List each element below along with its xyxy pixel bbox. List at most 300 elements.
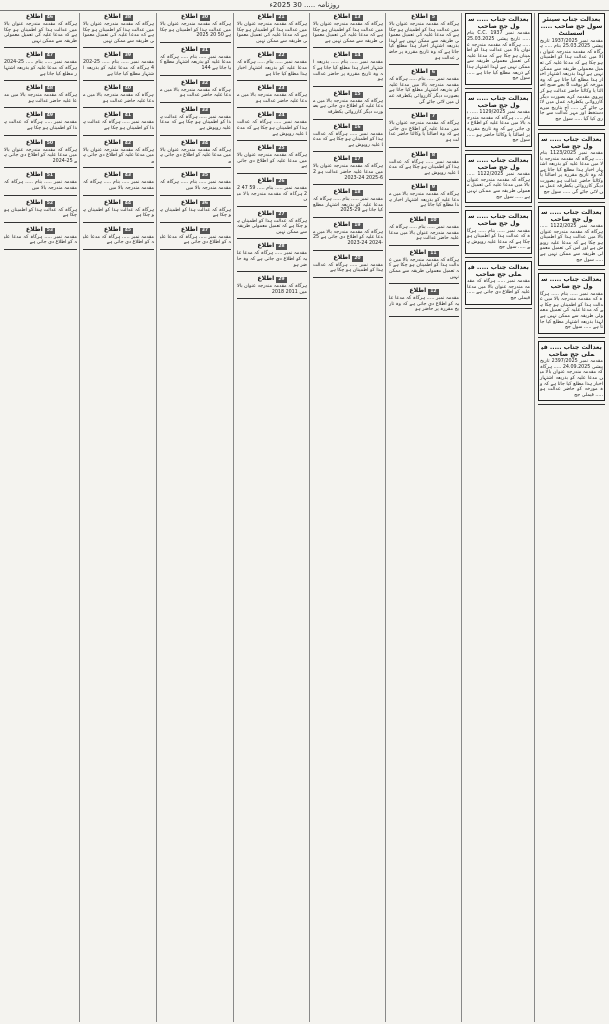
notice-body: ہرگاہ کہ مقدمہ مندرجہ بالا میں عدالت ہذا کو اطمینان ہو چکا ہے کہ تعمیل معمولی طریقہ سے ممکن نہیں [389, 257, 459, 280]
notice-number-badge: 32 [201, 80, 209, 86]
legal-notice [160, 171, 231, 191]
notice-divider [83, 107, 154, 108]
notice-number-badge: 28 [278, 244, 285, 250]
notice-heading [237, 275, 307, 283]
notice-number-badge: 19 [354, 222, 361, 228]
notice-heading [389, 151, 459, 159]
notice-body: ہرگاہ کہ مقدمہ مندرجہ بالا میں مدعا علیہ کو اطلاع دی جاتی ہے بصورت دیگر کارروائی یکطرفہ [313, 98, 383, 115]
notice-divider [237, 271, 307, 272]
legal-notice [389, 183, 459, 209]
notice-heading-text: اطلاع [410, 13, 428, 20]
notice-heading [4, 111, 77, 119]
notice-body: مقدمہ نمبر ..... بنام ..... ہرگاہ کہ مقدمہ مندرجہ بالا میں مدعا علیہ کو بذریعہ اشتہار مطلع کیا جاتا ہے بصورت دیگر کارروائی یکطرفہ عمل میں لائی جائے گی [389, 77, 459, 105]
notice-number-badge: 29 [278, 277, 285, 283]
legal-notice [160, 79, 231, 99]
notice-heading-text: اطلاع [103, 171, 121, 179]
notice-divider [538, 404, 605, 405]
legal-notice [465, 13, 532, 85]
legal-notice [237, 177, 307, 203]
legal-notice [389, 68, 459, 105]
legal-notice [538, 206, 605, 267]
notice-body: ہرگاہ کہ مقدمہ مندرجہ بالا میں مدعا علیہ کو اطلاع دی جاتی ہے 25-2024 24-2023 [313, 229, 383, 247]
notice-body: مقدمہ نمبر ..... ہرگاہ کہ مدعا علیہ کو اطلاع دی جاتی ہے کہ وہ حاضر ہو [237, 251, 307, 268]
notice-body: مقدمہ نمبر ..... ہرگاہ کہ مدعا علیہ کو اطلاع دی جاتی ہے [83, 234, 154, 246]
notice-heading [83, 51, 154, 59]
notice-body: مقدمہ نمبر ..... بنام ..... 59 47 22 ہرگاہ کہ مقدمہ مندرجہ بالا میں [237, 185, 307, 203]
notice-divider [83, 222, 154, 223]
column-8 [2, 13, 80, 1022]
notice-number-badge: 18 [354, 190, 361, 196]
notice-heading-text: بعدالت جناب ..... سول جج صاحب [541, 276, 602, 291]
notice-heading [160, 79, 231, 87]
legal-notice [237, 84, 307, 104]
notice-number-badge: 36 [201, 200, 209, 206]
notice-divider [83, 249, 154, 250]
legal-notice [237, 210, 307, 236]
notice-body: مقدمہ نمبر ..... بنام ..... ہرگاہ کہ مدعا علیہ کو بذریعہ اشتہار مطلع کیا جاتا ہے 144 [160, 54, 231, 71]
legal-notice [465, 210, 532, 254]
notice-body: ہرگاہ کہ مقدمہ مندرجہ بالا میں مدعا علیہ کو بذریعہ اشتہار اخبار ہذا مطلع کیا جاتا ہے [389, 192, 459, 209]
column-3 [387, 13, 462, 1022]
notice-body: مقدمہ نمبر ..... ہرگاہ کہ مدعا علیہ کو اطلاع دی جاتی ہے [160, 234, 231, 246]
notice-divider [465, 257, 532, 258]
legal-notice [465, 154, 532, 203]
notice-body: ہرگاہ کہ عدالت ہذا کو اطمینان ہو چکا ہے [83, 207, 154, 219]
notice-heading [389, 287, 459, 295]
notice-divider [83, 195, 154, 196]
notice-divider [389, 245, 459, 246]
notice-body: مقدمہ نمبر ..... بنام ..... ہرگاہ کہ مقدمہ مندرجہ بالا میں [83, 180, 154, 191]
notice-heading [4, 84, 77, 92]
notice-divider [237, 47, 307, 48]
notice-heading [160, 139, 231, 147]
notice-heading-text: اطلاع [25, 111, 43, 119]
notice-heading-text: اطلاع [25, 198, 43, 206]
notice-heading [160, 46, 231, 54]
legal-notice [160, 139, 231, 165]
legal-notice [160, 106, 231, 132]
notice-heading [313, 221, 383, 229]
notice-divider [237, 80, 307, 81]
legal-notice [389, 249, 459, 280]
notice-divider [237, 140, 307, 141]
notice-body: مقدمہ نمبر 1122/2025 ..... ہرگاہ کہ مقدمہ مندرجہ عنوان بالا میں عدالت ہذا کو اطمینان ہو چکا ہے کہ مدعا علیہ روپوش ہے اور اس کی تعمیل معمولی طریقہ سے ممکن نہیں ہے ..... سول جج [540, 224, 603, 263]
legal-notice [465, 261, 532, 305]
notice-heading-text: اطلاع [333, 253, 351, 261]
notice-heading [4, 13, 77, 21]
notice-heading [83, 199, 154, 207]
legal-notice [313, 254, 383, 274]
notice-body: ہرگاہ کہ مقدمہ مندرجہ عنوان بالا میں عدالت ہذا کو اطمینان ہو چکا ہے کہ مدعا علیہ کی تعمیل معمولی طریقہ سے ممکن نہیں ہے لہذا بذریعہ اشتہار اخبار ہذا مطلع کیا جاتا ہے کہ وہ تاریخ مقررہ پر حاضر عدالت ہو [389, 22, 459, 61]
notice-divider [237, 298, 307, 299]
notice-heading [467, 95, 530, 109]
notice-divider [83, 167, 154, 168]
notice-divider [389, 64, 459, 65]
notice-divider [389, 147, 459, 148]
notice-body: ہرگاہ کہ مقدمہ مندرجہ بالا میں مدعا علیہ حاضر عدالت ہو [160, 87, 231, 99]
notice-body: مقدمہ نمبر C.C. 1937 بنام ..... تاریخ پیشی 25.03.2025 ..... ہرگاہ کہ مقدمہ مندرجہ عنوان بالا میں عدالت ہذا کو اطمینان ہو چکا ہے کہ مدعا علیہ کی تعمیل معمولی طریقہ سے ممکن نہیں ہے لہذا اشتہار ہذا کے ذریعہ مطلع کیا جاتا ہے ..... سول جج [467, 31, 530, 82]
notice-body: مقدمہ نمبر ..... ہرگاہ کہ مقدمہ مندرجہ عنوان بالا میں مدعا علیہ کو اطلاع دی جاتی ہے ..... فیملی جج [467, 279, 530, 302]
notice-heading-text: بعدالت جناب ..... سول جج صاحب [468, 156, 529, 171]
notice-divider [538, 202, 605, 203]
legal-notice [4, 13, 77, 44]
notice-heading [237, 144, 307, 152]
notice-number-badge: 43 [124, 173, 132, 179]
notice-divider [4, 167, 77, 168]
notice-number-badge: 14 [354, 53, 361, 59]
notice-heading [467, 213, 530, 227]
notice-heading-text: اطلاع [180, 105, 198, 113]
legal-notice [389, 112, 459, 143]
notice-number-badge: 22 [278, 53, 285, 59]
legal-notice [83, 199, 154, 219]
notice-heading [237, 13, 307, 21]
notice-body: ہرگاہ کہ مقدمہ مندرجہ بالا میں مدعا علیہ حاضر عدالت ہو [237, 93, 307, 104]
notice-heading-text: اطلاع [409, 216, 427, 224]
notice-heading-text: اطلاع [25, 171, 43, 179]
notice-body: ہرگاہ کہ مقدمہ مندرجہ عنوان بالا میں مدعا علیہ کو اطلاع دی جاتی ہے [237, 153, 307, 170]
notice-divider [160, 75, 231, 76]
legal-notice [83, 51, 154, 77]
notice-heading [160, 13, 231, 21]
notice-heading-text: اطلاع [410, 68, 428, 76]
notice-heading [160, 226, 231, 234]
notice-heading-text: اطلاع [103, 225, 121, 233]
notice-heading [467, 16, 530, 30]
notice-number-badge: 24 [278, 113, 285, 119]
notice-body: ہرگاہ کہ عدالت ہذا کو اطمینان ہو چکا ہے [160, 207, 231, 219]
notice-heading-text: اطلاع [103, 51, 121, 59]
notice-body: ہرگاہ کہ عدالت ہذا کو اطمینان ہو چکا ہے کہ تعمیل معمولی طریقہ سے ممکن نہیں [237, 218, 307, 235]
notice-number-badge: 21 [278, 15, 285, 20]
notice-heading-text: اطلاع [257, 242, 275, 250]
notice-body: ہرگاہ کہ عدالت ہذا کو اطمینان ہو چکا ہے [4, 207, 77, 219]
notice-heading-text: اطلاع [410, 183, 428, 191]
notice-number-badge: 11 [430, 250, 437, 256]
notice-heading [389, 13, 459, 21]
notice-number-badge: 27 [278, 211, 285, 217]
notice-divider [237, 238, 307, 239]
notice-body: مقدمہ نمبر 1123/2025 بنام ..... ہرگاہ کہ مقدمہ مندرجہ بالا میں مدعا علیہ کو بذریعہ اشتہار اخبار ہذا مطلع کیا جاتا ہے کہ وہ تاریخ مقررہ پر اصالتاً یا وکالتاً حاضر عدالت ہو بصورت دیگر کارروائی یکطرفہ عمل میں لائی جائے گی ..... سول جج [540, 150, 603, 196]
notice-divider [465, 308, 532, 309]
legal-notice [313, 51, 383, 82]
notice-body: ہرگاہ کہ مقدمہ مندرجہ عنوان بالا میں عدالت ہذا کو اطمینان ہو چکا ہے کہ مدعا علیہ کی تعمیل معمولی طریقہ سے ممکن نہیں [4, 22, 77, 44]
notice-heading-text: اطلاع [410, 112, 428, 120]
notice-divider [237, 206, 307, 207]
legal-notice [4, 199, 77, 219]
notice-number-badge: 26 [278, 178, 285, 184]
notice-number-badge: 9 [431, 185, 436, 191]
notice-heading [160, 106, 231, 114]
legal-notice [237, 51, 307, 77]
legal-notice [313, 90, 383, 116]
notice-number-badge: 17 [354, 157, 361, 163]
notice-divider [83, 80, 154, 81]
notice-divider [313, 151, 383, 152]
notice-body: مقدمہ نمبر 1937/2025 تاریخ پیشی 25.03.2025 بنام ..... ہرگاہ کہ مقدمہ مندرجہ عنوان بالا میں عدالت ہذا کو اطمینان ہو چکا ہے کہ مدعا علیہ کی تعمیل معمولی طریقہ سے ممکن نہیں ہے لہذا بذریعہ اشتہار اخبار ہذا مطلع کیا جاتا ہے کہ وہ مورخہ کو بوقت 8 بجے صبح اصالتاً یا وکالتاً حاضر عدالت ہو کر پیروی مقدمہ کرے بصورت دیگر کارروائی یکطرفہ عمل میں لائی جائے گی ..... آج بتاریخ میرے دستخط اور مہر عدالت سے جاری کیا گیا ..... سول جج [540, 38, 604, 122]
notice-heading-text: اطلاع [333, 13, 351, 20]
legal-notice [538, 273, 605, 334]
notice-body: مقدمہ نمبر ..... بنام ..... 25-2024 ہرگاہ کہ مدعا علیہ کو بذریعہ اشتہار مطلع کیا جاتا ہے [83, 60, 154, 77]
notice-body: ہرگاہ کہ مقدمہ مندرجہ عنوان بالا میں مدعا علیہ کو اطلاع دی جاتی ہے [83, 147, 154, 164]
notice-body: مقدمہ نمبر 1129/2025 ..... بنام ..... ہرگاہ کہ مقدمہ مندرجہ بالا میں مدعا علیہ کو اطلاع دی جاتی ہے کہ وہ تاریخ مقررہ پر اصالتاً یا وکالتاً حاضر ہو ..... سول جج [467, 110, 530, 144]
legal-notice [313, 221, 383, 247]
notice-heading-text: بعدالت جناب ..... سول جج صاحب [468, 213, 529, 228]
legal-notice [313, 123, 383, 149]
notice-number-badge: 46 [46, 15, 54, 20]
notice-body: ہرگاہ کہ مقدمہ مندرجہ عنوان بالا میں مدعا علیہ حاضر عدالت ہو 26-2025 24-2023 [313, 164, 383, 181]
notice-number-badge: 48 [46, 86, 54, 92]
notice-heading-text: اطلاع [333, 51, 351, 59]
notice-heading [4, 226, 77, 234]
notice-divider [160, 135, 231, 136]
notice-heading-text: اطلاع [180, 13, 198, 20]
notice-heading-text: اطلاع [180, 225, 198, 233]
notice-body: ہرگاہ کہ مقدمہ مندرجہ عنوان بالا میں 2011 2018 [237, 284, 307, 295]
notice-number-badge: 20 [354, 255, 361, 261]
notice-heading-text: اطلاع [257, 13, 275, 20]
legal-notice [4, 226, 77, 246]
column-1 [536, 13, 607, 1022]
notice-heading [83, 139, 154, 147]
notice-heading [540, 16, 603, 38]
notice-divider [4, 107, 77, 108]
notice-divider [389, 316, 459, 317]
notice-body: مقدمہ نمبر ..... بنام ..... بذریعہ اشتہار اخبار ہذا مطلع کیا جاتا ہے کہ وہ تاریخ مقررہ پر حاضر عدالت ہو [313, 60, 383, 83]
column-7 [81, 13, 157, 1022]
notice-heading [4, 199, 77, 207]
notice-heading-text: بعدالت جناب سینئر سول جج صاحب ..... اسسٹنٹ [540, 16, 603, 38]
notice-divider [4, 135, 77, 136]
notice-heading [467, 157, 530, 171]
notice-divider [313, 250, 383, 251]
notice-heading-text: بعدالت جناب ..... سول جج صاحب [468, 16, 529, 31]
notice-body: مقدمہ نمبر ..... ہرگاہ کہ عدالت ہذا کو اطمینان ہو چکا ہے کہ مدعا علیہ روپوش ہے [389, 159, 459, 176]
notice-heading [313, 188, 383, 196]
notice-divider [160, 222, 231, 223]
notice-body: ہرگاہ کہ مقدمہ مندرجہ عنوان بالا میں عدالت ہذا کو اطمینان ہو چکا ہے 50 20 2025 [160, 22, 231, 39]
notice-divider [313, 86, 383, 87]
notice-number-badge: 15 [354, 91, 361, 97]
notice-heading [467, 264, 530, 278]
notice-divider [237, 173, 307, 174]
notice-divider [389, 108, 459, 109]
notice-number-badge: 10 [430, 218, 437, 224]
notice-heading [237, 177, 307, 185]
notice-divider [389, 283, 459, 284]
notice-body: مقدمہ نمبر ..... ہرگاہ کہ عدالت ہذا کو اطمینان ہو چکا ہے [313, 262, 383, 274]
legal-notice [4, 139, 77, 165]
notice-divider [4, 80, 77, 81]
notice-divider [83, 135, 154, 136]
notice-body: مقدمہ نمبر ..... ہرگاہ کہ عدالت ہذا کو اطمینان ہو چکا ہے کہ مدعا علیہ روپوش ہے [313, 131, 383, 148]
notice-heading [389, 183, 459, 191]
legal-notice [83, 226, 154, 246]
notice-heading-text: اطلاع [25, 138, 43, 146]
notice-heading [540, 344, 603, 358]
notice-heading-text: اطلاع [25, 13, 43, 20]
notice-heading [237, 51, 307, 59]
notice-body: ہرگاہ کہ مقدمہ مندرجہ عنوان بالا میں مدعا علیہ کو اطلاع دی جاتی ہے [160, 147, 231, 164]
notice-heading-text: اطلاع [257, 209, 275, 217]
notice-heading-text: اطلاع [103, 198, 121, 206]
notice-divider [4, 222, 77, 223]
notice-number-badge: 23 [278, 86, 285, 92]
notice-divider [465, 206, 532, 207]
notice-heading [4, 51, 77, 59]
notice-heading-text: بعدالت جناب ..... فیملی جج صاحب [541, 343, 602, 358]
notice-heading-text: اطلاع [257, 176, 275, 184]
notice-heading [4, 139, 77, 147]
notice-number-badge: 45 [124, 227, 132, 233]
notice-divider [4, 195, 77, 196]
legal-notice [237, 242, 307, 268]
legal-notice [465, 92, 532, 147]
notice-body: مقدمہ نمبر ..... ہرگاہ کہ عدالت ہذا کو اطمینان ہو چکا ہے [83, 120, 154, 131]
notice-body: ہرگاہ کہ مقدمہ مندرجہ عنوان بالا میں مدعا علیہ کو اطلاع دی جاتی ہے کہ وہ اصالتاً یا وکالتاً حاضر عدالت ہو [389, 121, 459, 143]
notice-divider [465, 88, 532, 89]
notice-heading [540, 276, 603, 290]
legal-notice [237, 144, 307, 170]
legal-notice [160, 13, 231, 39]
notice-number-badge: 40 [124, 86, 132, 92]
notice-heading [237, 210, 307, 218]
notice-body: ہرگاہ کہ مقدمہ مندرجہ بالا میں مدعا علیہ حاضر عدالت ہو [83, 93, 154, 104]
notice-body: مقدمہ نمبر ..... بنام ..... ہرگاہ کہ عدالت ہذا کو اطمینان ہو چکا ہے کہ مدعا علیہ روپوش ہے ..... سول جج [467, 228, 530, 251]
legal-notice [4, 111, 77, 131]
legal-notice [538, 13, 605, 126]
notice-number-badge: 5 [431, 15, 436, 20]
notice-heading-text: بعدالت جناب ..... سول جج صاحب [541, 208, 602, 223]
notice-heading [313, 123, 383, 131]
notice-heading-text: اطلاع [103, 138, 121, 146]
notice-heading [389, 68, 459, 76]
notice-heading-text: اطلاع [410, 150, 428, 158]
legal-notice [389, 151, 459, 177]
notice-body: ہرگاہ کہ مقدمہ مندرجہ عنوان بالا میں عدالت ہذا کو اطمینان ہو چکا ہے کہ مدعا علیہ کی تعمیل معمولی طریقہ سے ممکن نہیں [83, 22, 154, 44]
notice-divider [4, 47, 77, 48]
notice-heading-text: اطلاع [103, 84, 121, 92]
notice-heading-text: بعدالت جناب ..... فیملی جج صاحب [468, 263, 529, 279]
notice-number-badge: 51 [46, 173, 54, 179]
notice-divider [237, 107, 307, 108]
notice-body: مقدمہ نمبر ..... بنام ..... 25-2024 ہرگاہ کہ مدعا علیہ کو بذریعہ اشتہار مطلع کیا جاتا ہے [4, 60, 77, 77]
notice-heading-text: اطلاع [333, 89, 351, 97]
notice-heading-text: اطلاع [180, 138, 198, 146]
notice-number-badge: 6 [431, 70, 436, 76]
notice-divider [160, 195, 231, 196]
notice-heading-text: اطلاع [257, 84, 275, 92]
notice-number-badge: 47 [46, 53, 54, 59]
notice-divider [313, 184, 383, 185]
legal-notice [83, 171, 154, 191]
notice-number-badge: 33 [201, 107, 209, 113]
notice-body: مقدمہ نمبر 1122/2025 ..... ہرگاہ کہ مقدمہ مندرجہ عنوان بالا میں مدعا علیہ کی تعمیل معمولی طریقہ سے ممکن نہیں ہے ..... سول جج [467, 172, 530, 200]
notice-body: مقدمہ نمبر ..... بنام ..... ہرگاہ کہ مقدمہ مندرجہ بالا میں [4, 180, 77, 191]
notice-heading-text: اطلاع [333, 155, 351, 163]
notice-divider [160, 249, 231, 250]
notice-number-badge: 52 [46, 200, 54, 206]
notice-heading [237, 111, 307, 119]
legal-notice [313, 188, 383, 214]
notice-body: ہرگاہ کہ مقدمہ مندرجہ عنوان بالا میں عدالت ہذا کو اطمینان ہو چکا ہے کہ مدعا علیہ کی تعمیل معمولی طریقہ سے ممکن نہیں [237, 22, 307, 44]
notice-body: مقدمہ نمبر ..... ہرگاہ کہ عدالت ہذا کو اطمینان ہو چکا ہے کہ مدعا علیہ روپوش ہے [160, 114, 231, 131]
notice-divider [465, 150, 532, 151]
notice-number-badge: 8 [431, 152, 436, 158]
classified-notices-page [2, 13, 607, 1022]
notice-heading [83, 171, 154, 179]
legal-notice [160, 46, 231, 72]
notice-number-badge: 35 [201, 173, 209, 179]
notice-heading-text: بعدالت جناب ..... سول جج صاحب [468, 94, 529, 109]
column-6 [158, 13, 234, 1022]
notice-heading [4, 171, 77, 179]
notice-number-badge: 13 [354, 15, 361, 20]
notice-heading-text: اطلاع [103, 13, 121, 20]
notice-divider [83, 47, 154, 48]
legal-notice [538, 341, 605, 402]
notice-divider [160, 167, 231, 168]
notice-heading-text: اطلاع [25, 225, 43, 233]
notice-divider [4, 249, 77, 250]
notice-number-badge: 50 [46, 140, 54, 146]
notice-body: مقدمہ نمبر ..... ہرگاہ کہ عدالت ہذا کو اطمینان ہو چکا ہے [4, 120, 77, 131]
legal-notice [538, 133, 605, 199]
notice-number-badge: 12 [430, 289, 437, 295]
notice-heading-text: اطلاع [333, 220, 351, 228]
notice-heading-text: اطلاع [257, 51, 275, 59]
notice-divider [389, 179, 459, 180]
notice-heading-text: اطلاع [333, 188, 351, 196]
notice-heading-text: اطلاع [180, 78, 198, 86]
legal-notice [160, 199, 231, 219]
notice-heading-text: اطلاع [333, 122, 351, 130]
notice-number-badge: 42 [124, 140, 132, 146]
notice-body: ہرگاہ کہ مقدمہ مندرجہ عنوان بالا میں عدالت ہذا کو اطمینان ہو چکا ہے کہ مدعا علیہ کی تعمیل معمولی طریقہ سے ممکن نہیں ہے [313, 22, 383, 44]
notice-divider [313, 119, 383, 120]
legal-notice [389, 216, 459, 242]
notice-number-badge: 31 [201, 47, 209, 53]
column-4 [311, 13, 386, 1022]
notice-heading [83, 84, 154, 92]
legal-notice [237, 111, 307, 137]
notice-heading [540, 136, 603, 150]
notice-heading [160, 171, 231, 179]
notice-heading [83, 13, 154, 21]
notice-divider [313, 47, 383, 48]
legal-notice [4, 84, 77, 104]
column-5 [235, 13, 310, 1022]
notice-body: ہرگاہ کہ مقدمہ مندرجہ عنوان بالا میں مدعا علیہ کو اطلاع دی جاتی ہے 25-2024 [4, 147, 77, 164]
notice-heading [160, 199, 231, 207]
notice-body: مقدمہ نمبر ..... بنام ..... ہرگاہ کہ مدعا علیہ کو بذریعہ اشتہار اخبار ہذا مطلع کیا جاتا ہے [237, 60, 307, 77]
notice-heading [313, 90, 383, 98]
legal-notice [389, 13, 459, 61]
legal-notice [4, 51, 77, 77]
notice-heading-text: اطلاع [180, 171, 198, 179]
legal-notice [83, 13, 154, 44]
legal-notice [160, 226, 231, 246]
newspaper-date-header: روزنامہ ..... 30 2025ء [0, 0, 609, 11]
notice-heading [313, 155, 383, 163]
legal-notice [389, 287, 459, 313]
notice-body: مقدمہ نمبر ..... بنام ..... ہرگاہ کہ مقدمہ مندرجہ بالا میں [160, 180, 231, 191]
notice-heading [389, 112, 459, 120]
notice-heading [313, 13, 383, 21]
notice-heading [540, 209, 603, 223]
legal-notice [237, 13, 307, 44]
notice-number-badge: 38 [124, 15, 132, 20]
